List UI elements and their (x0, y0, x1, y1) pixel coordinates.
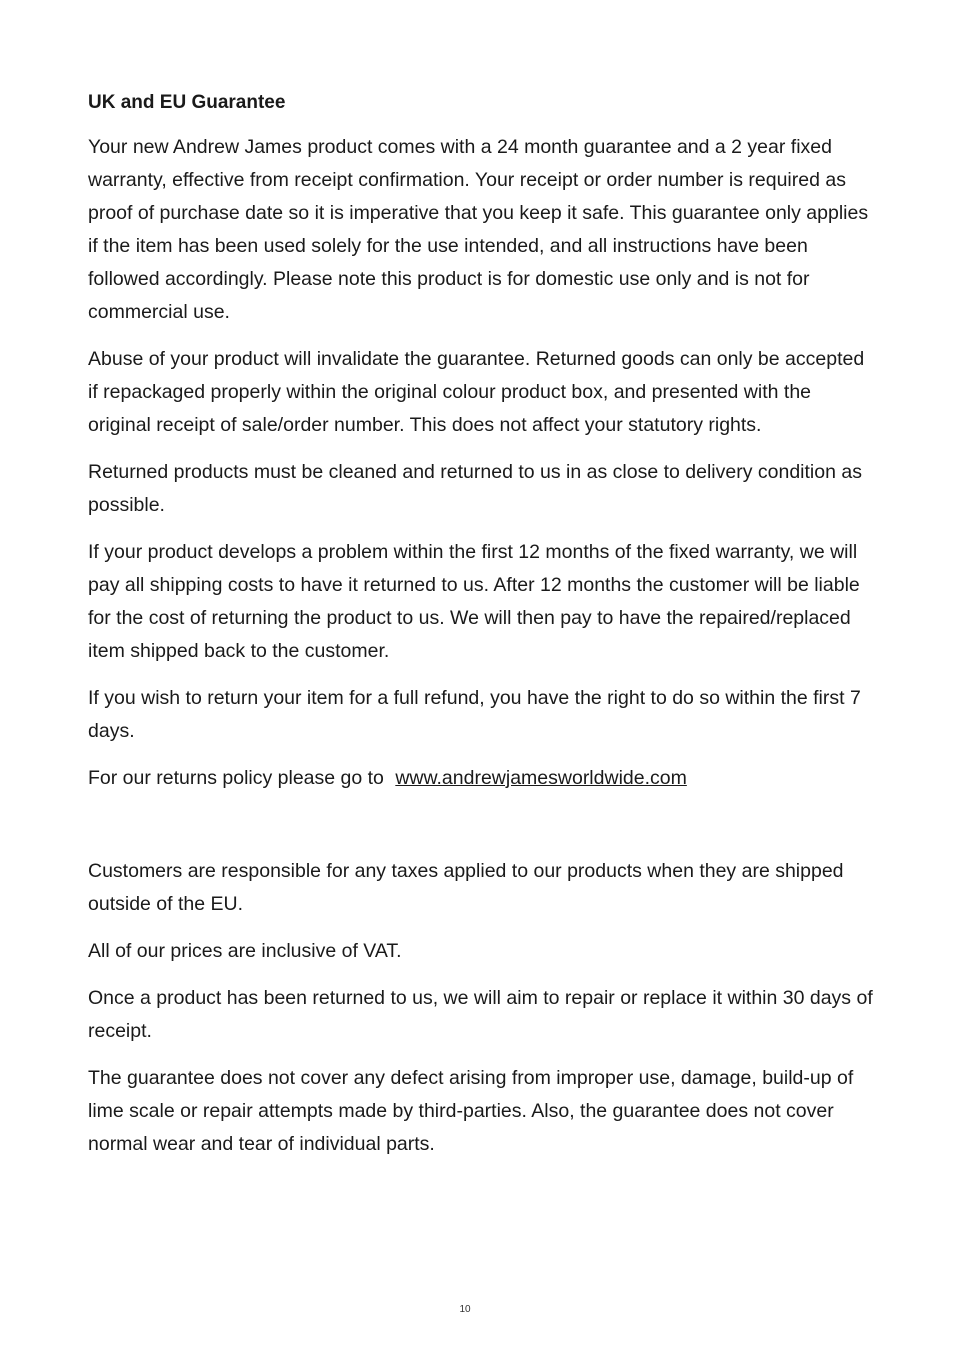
vat-paragraph: All of our prices are inclusive of VAT. (88, 940, 402, 962)
document-page (88, 86, 873, 1175)
refund-paragraph: If you wish to return your item for a full refund, you have the right to do so within the first 7 days. (88, 687, 861, 742)
repair-time-paragraph: Once a product has been returned to us, we will aim to repair or replace it within 30 days of receipt. (88, 987, 873, 1042)
abuse-paragraph: Abuse of your product will invalidate the guarantee. Returned goods can only be accepted if repackaged properly within the original colour product box, and presented with the original receipt of sale/order number. This does not affect your statutory rights. (88, 348, 865, 436)
guarantee-paragraph: Your new Andrew James product comes with a 24 month guarantee and a 2 year fixed warranty, effective from receipt confirmation. Your receipt or order number is required as proof of purchase date so it is imperative that you keep it safe. This guarantee only applies if the item has been used solely for the use intended, and all instructions have been followed accordingly. Please note this product is for domestic use only and is not for commercial use. (88, 136, 869, 323)
section-heading: UK and EU Guarantee (88, 92, 286, 113)
spacer (88, 809, 873, 855)
returns-policy-paragraph (88, 762, 873, 795)
taxes-paragraph: Customers are responsible for any taxes applied to our products when they are shipped outside of the EU. (88, 860, 844, 915)
returns-policy-text: For our returns policy please go to (88, 767, 384, 789)
returns-policy-link[interactable]: www.andrewjamesworldwide.com (395, 767, 687, 789)
page-number: 10 (459, 1304, 471, 1315)
shipping-costs-paragraph: If your product develops a problem within the first 12 months of the fixed warranty, we will pay all shipping costs to have it returned to us. After 12 months the customer will be liable for the cost of returning the product to us. We will then pay to have the repaired/replaced item shipped back to the customer. (88, 541, 860, 662)
returned-condition-paragraph: Returned products must be cleaned and returned to us in as close to delivery condition as possible. (88, 461, 862, 516)
exclusions-paragraph: The guarantee does not cover any defect arising from improper use, damage, build-up of lime scale or repair attempts made by third-parties. Also, the guarantee does not cover normal wear and tear of individual parts. (88, 1067, 854, 1155)
